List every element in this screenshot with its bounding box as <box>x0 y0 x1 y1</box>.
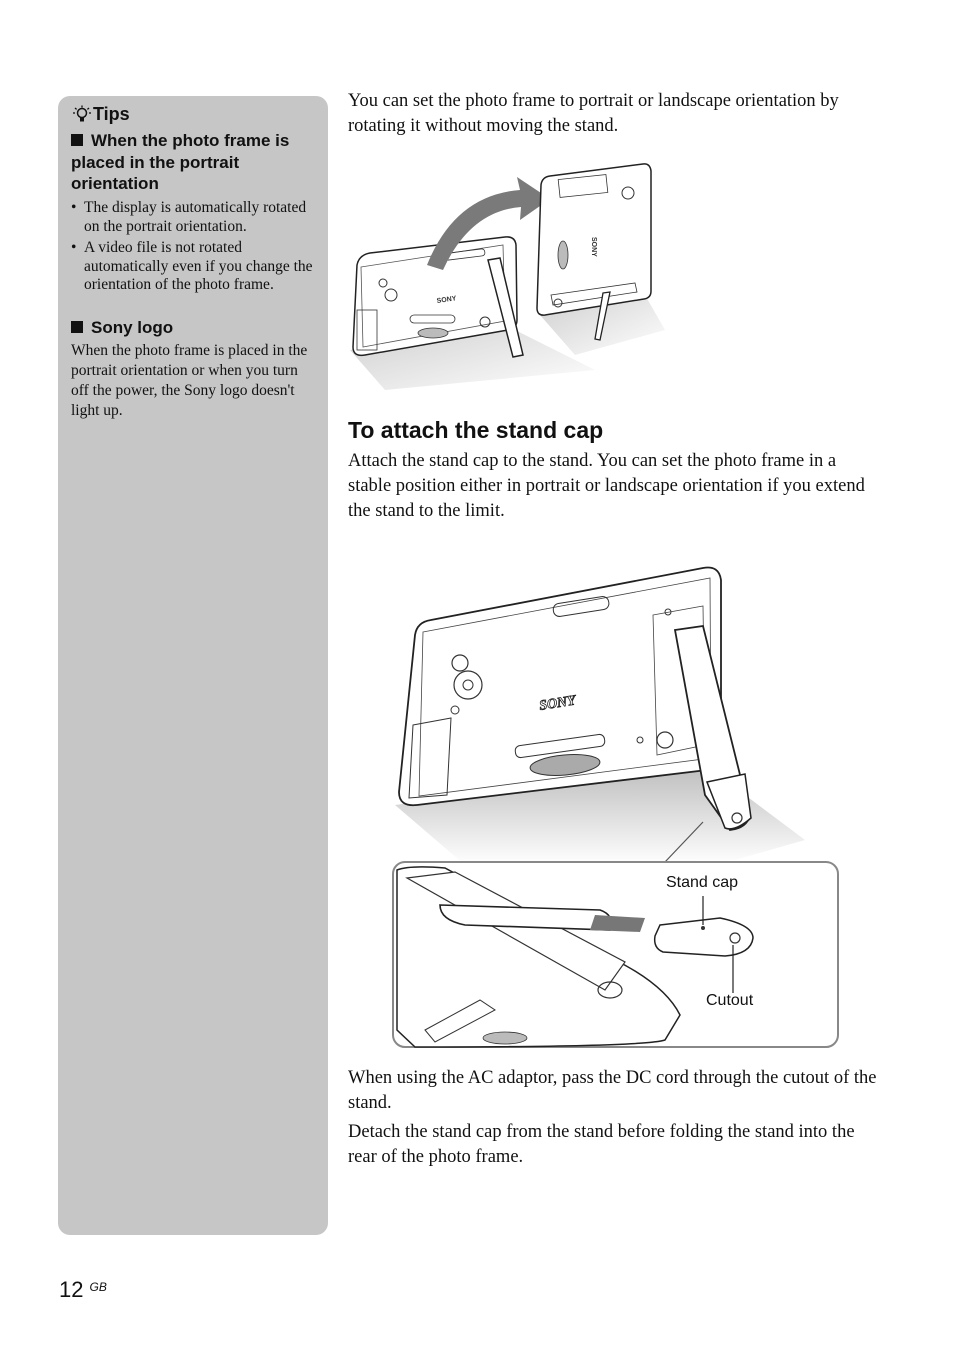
sony-logo: SONY <box>538 693 577 714</box>
lightbulb-icon <box>72 105 92 125</box>
sony-logo-small: SONY <box>436 295 457 305</box>
stand-cap-part <box>655 918 753 956</box>
tips-bullet-list <box>71 199 321 298</box>
page-number: 12 $^{GB}$ <box>59 1277 107 1302</box>
tips-title <box>72 104 130 125</box>
stand-cap-illustration <box>385 560 845 1055</box>
sony-logo-small-rotated: SONY <box>590 237 597 257</box>
intro-paragraph: You can set the photo frame to portrait or landscape orientation by rotating it without moving the stand. <box>348 91 839 136</box>
section-heading: To attach the stand cap <box>348 417 604 443</box>
detach-paragraph: Detach the stand cap from the stand before folding the stand into the rear of the photo frame. <box>348 1122 855 1167</box>
tips-title-label: Tips <box>93 104 130 124</box>
list-item: • The display is automatically rotated on the portrait orientation. <box>71 199 321 236</box>
stand-cap-label: Stand cap <box>666 874 739 891</box>
insert-arrow-icon <box>590 915 645 932</box>
list-item: • A video file is not rotated automatically even if you change the orientation of the photo frame. <box>71 239 321 295</box>
portrait-orientation-heading: When the photo frame is placed in the portrait orientation <box>71 131 290 193</box>
square-bullet-icon <box>71 321 83 333</box>
attach-paragraph: Attach the stand cap to the stand. You can set the photo frame in a stable position either in portrait or landscape orientation if you extend the stand to the limit. <box>348 451 865 521</box>
rotation-illustration <box>345 155 675 395</box>
sony-logo-heading: Sony logo <box>71 317 321 339</box>
large-frame <box>399 568 721 806</box>
dc-cord-paragraph: When using the AC adaptor, pass the DC cord through the cutout of the stand. <box>348 1068 877 1113</box>
sony-logo-text: When the photo frame is placed in the portrait orientation or when you turn off the power, the Sony logo doesn't light up. <box>71 342 308 419</box>
region-code: GB <box>89 1280 107 1294</box>
square-bullet-icon <box>71 134 83 146</box>
cutout-label: Cutout <box>706 992 754 1009</box>
